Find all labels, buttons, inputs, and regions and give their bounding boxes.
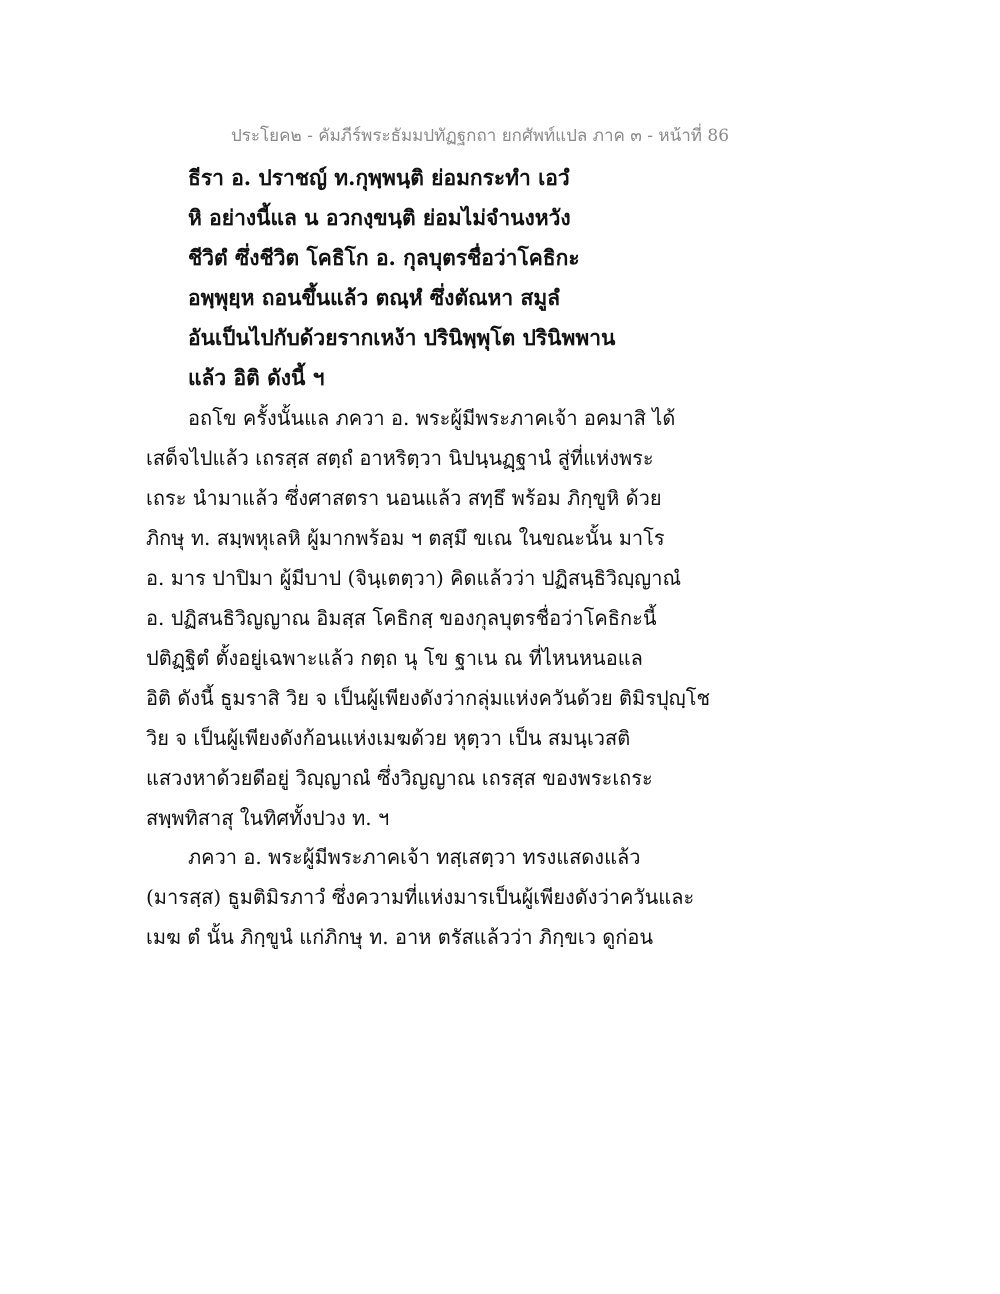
paragraph-line: แสวงหาด้วยดีอยู่ วิญฺญาณํ ซึ่งวิญญาณ เถรสฺส ของพระเถระ (146, 766, 653, 790)
page-header: ประโยค๒ - คัมภีร์พระธัมมปทัฏฐกถา ยกศัพท์แปล ภาค ๓ - หน้าที่ 86 (230, 126, 730, 146)
paragraph-1 (146, 398, 866, 838)
verse-line: หิ อย่างนี้แล น อวกงฺขนฺติ ย่อมไม่จำนงหวัง (188, 205, 571, 230)
paragraph-2 (146, 837, 866, 957)
paragraph-line: ภควา อ. พระผู้มีพระภาคเจ้า ทสฺเสตฺวา ทรงแสดงแล้ว (188, 845, 641, 869)
paragraph-line: เมฆ ตํ นั้น ภิกฺขูนํ แก่ภิกษุ ท. อาห ตรัสแล้วว่า ภิกฺขเว ดูก่อน (146, 925, 654, 949)
verse-line: อพฺพุยฺห ถอนขึ้นแล้ว ตณฺหํ ซึ่งตัณหา สมูลํ (188, 285, 561, 310)
paragraph-line: ปติฏฺฐิตํ ตั้งอยู่เฉพาะแล้ว กตฺถ นุ โข ฐาเน ณ ที่ไหนหนอแล (146, 646, 643, 670)
verse-line: ธีรา อ. ปราชญ์ ท.กุพฺพนฺติ ย่อมกระทำ เอวํ (188, 165, 570, 190)
paragraph-line: สพฺพทิสาสุ ในทิศทั้งปวง ท. ฯ (146, 806, 390, 830)
verse-block (188, 158, 888, 398)
paragraph-line: ภิกษุ ท. สมฺพหุเลหิ ผู้มากพร้อม ฯ ตสฺมึ ขเณ ในขณะนั้น มาโร (146, 526, 665, 550)
paragraph-line: เถระ นำมาแล้ว ซึ่งศาสตรา นอนแล้ว สทฺธึ พร้อม ภิกฺขูหิ ด้วย (146, 486, 662, 510)
verse-line: อันเป็นไปกับด้วยรากเหง้า ปรินิพฺพุโต ปรินิพพาน (188, 325, 616, 350)
paragraph-line: เสด็จไปแล้ว เถรสฺส สตฺถํ อาหริตฺวา นิปนฺนฏฺฐานํ สู่ที่แห่งพระ (146, 446, 654, 470)
verse-line: แล้ว อิติ ดังนี้ ฯ (188, 365, 325, 390)
paragraph-line: (มารสฺส) ธูมติมิรภาวํ ซึ่งความที่แห่งมารเป็นผู้เพียงดังว่าควันและ (146, 885, 695, 909)
paragraph-line: วิย จ เป็นผู้เพียงดังก้อนแห่งเมฆด้วย หุตฺวา เป็น สมนฺเวสติ (146, 726, 631, 750)
paragraph-line: อ. มาร ปาปิมา ผู้มีบาป (จินฺเตตฺวา) คิดแล้วว่า ปฏิสนฺธิวิญฺญาณํ (146, 566, 682, 590)
paragraph-line: อิติ ดังนี้ ธูมราสิ วิย จ เป็นผู้เพียงดังว่ากลุ่มแห่งควันด้วย ติมิรปุญฺโช (146, 686, 711, 710)
paragraph-line: อ. ปฏิสนธิวิญญาณ อิมสฺส โคธิกสฺ ของกุลบุตรชื่อว่าโคธิกะนี้ (146, 606, 657, 630)
verse-line: ชีวิตํ ซึ่งชีวิต โคธิโก อ. กุลบุตรชื่อว่าโคธิกะ (188, 245, 580, 270)
paragraph-line: อถโข ครั้งนั้นแล ภควา อ. พระผู้มีพระภาคเจ้า อคมาสิ ได้ (188, 406, 676, 430)
